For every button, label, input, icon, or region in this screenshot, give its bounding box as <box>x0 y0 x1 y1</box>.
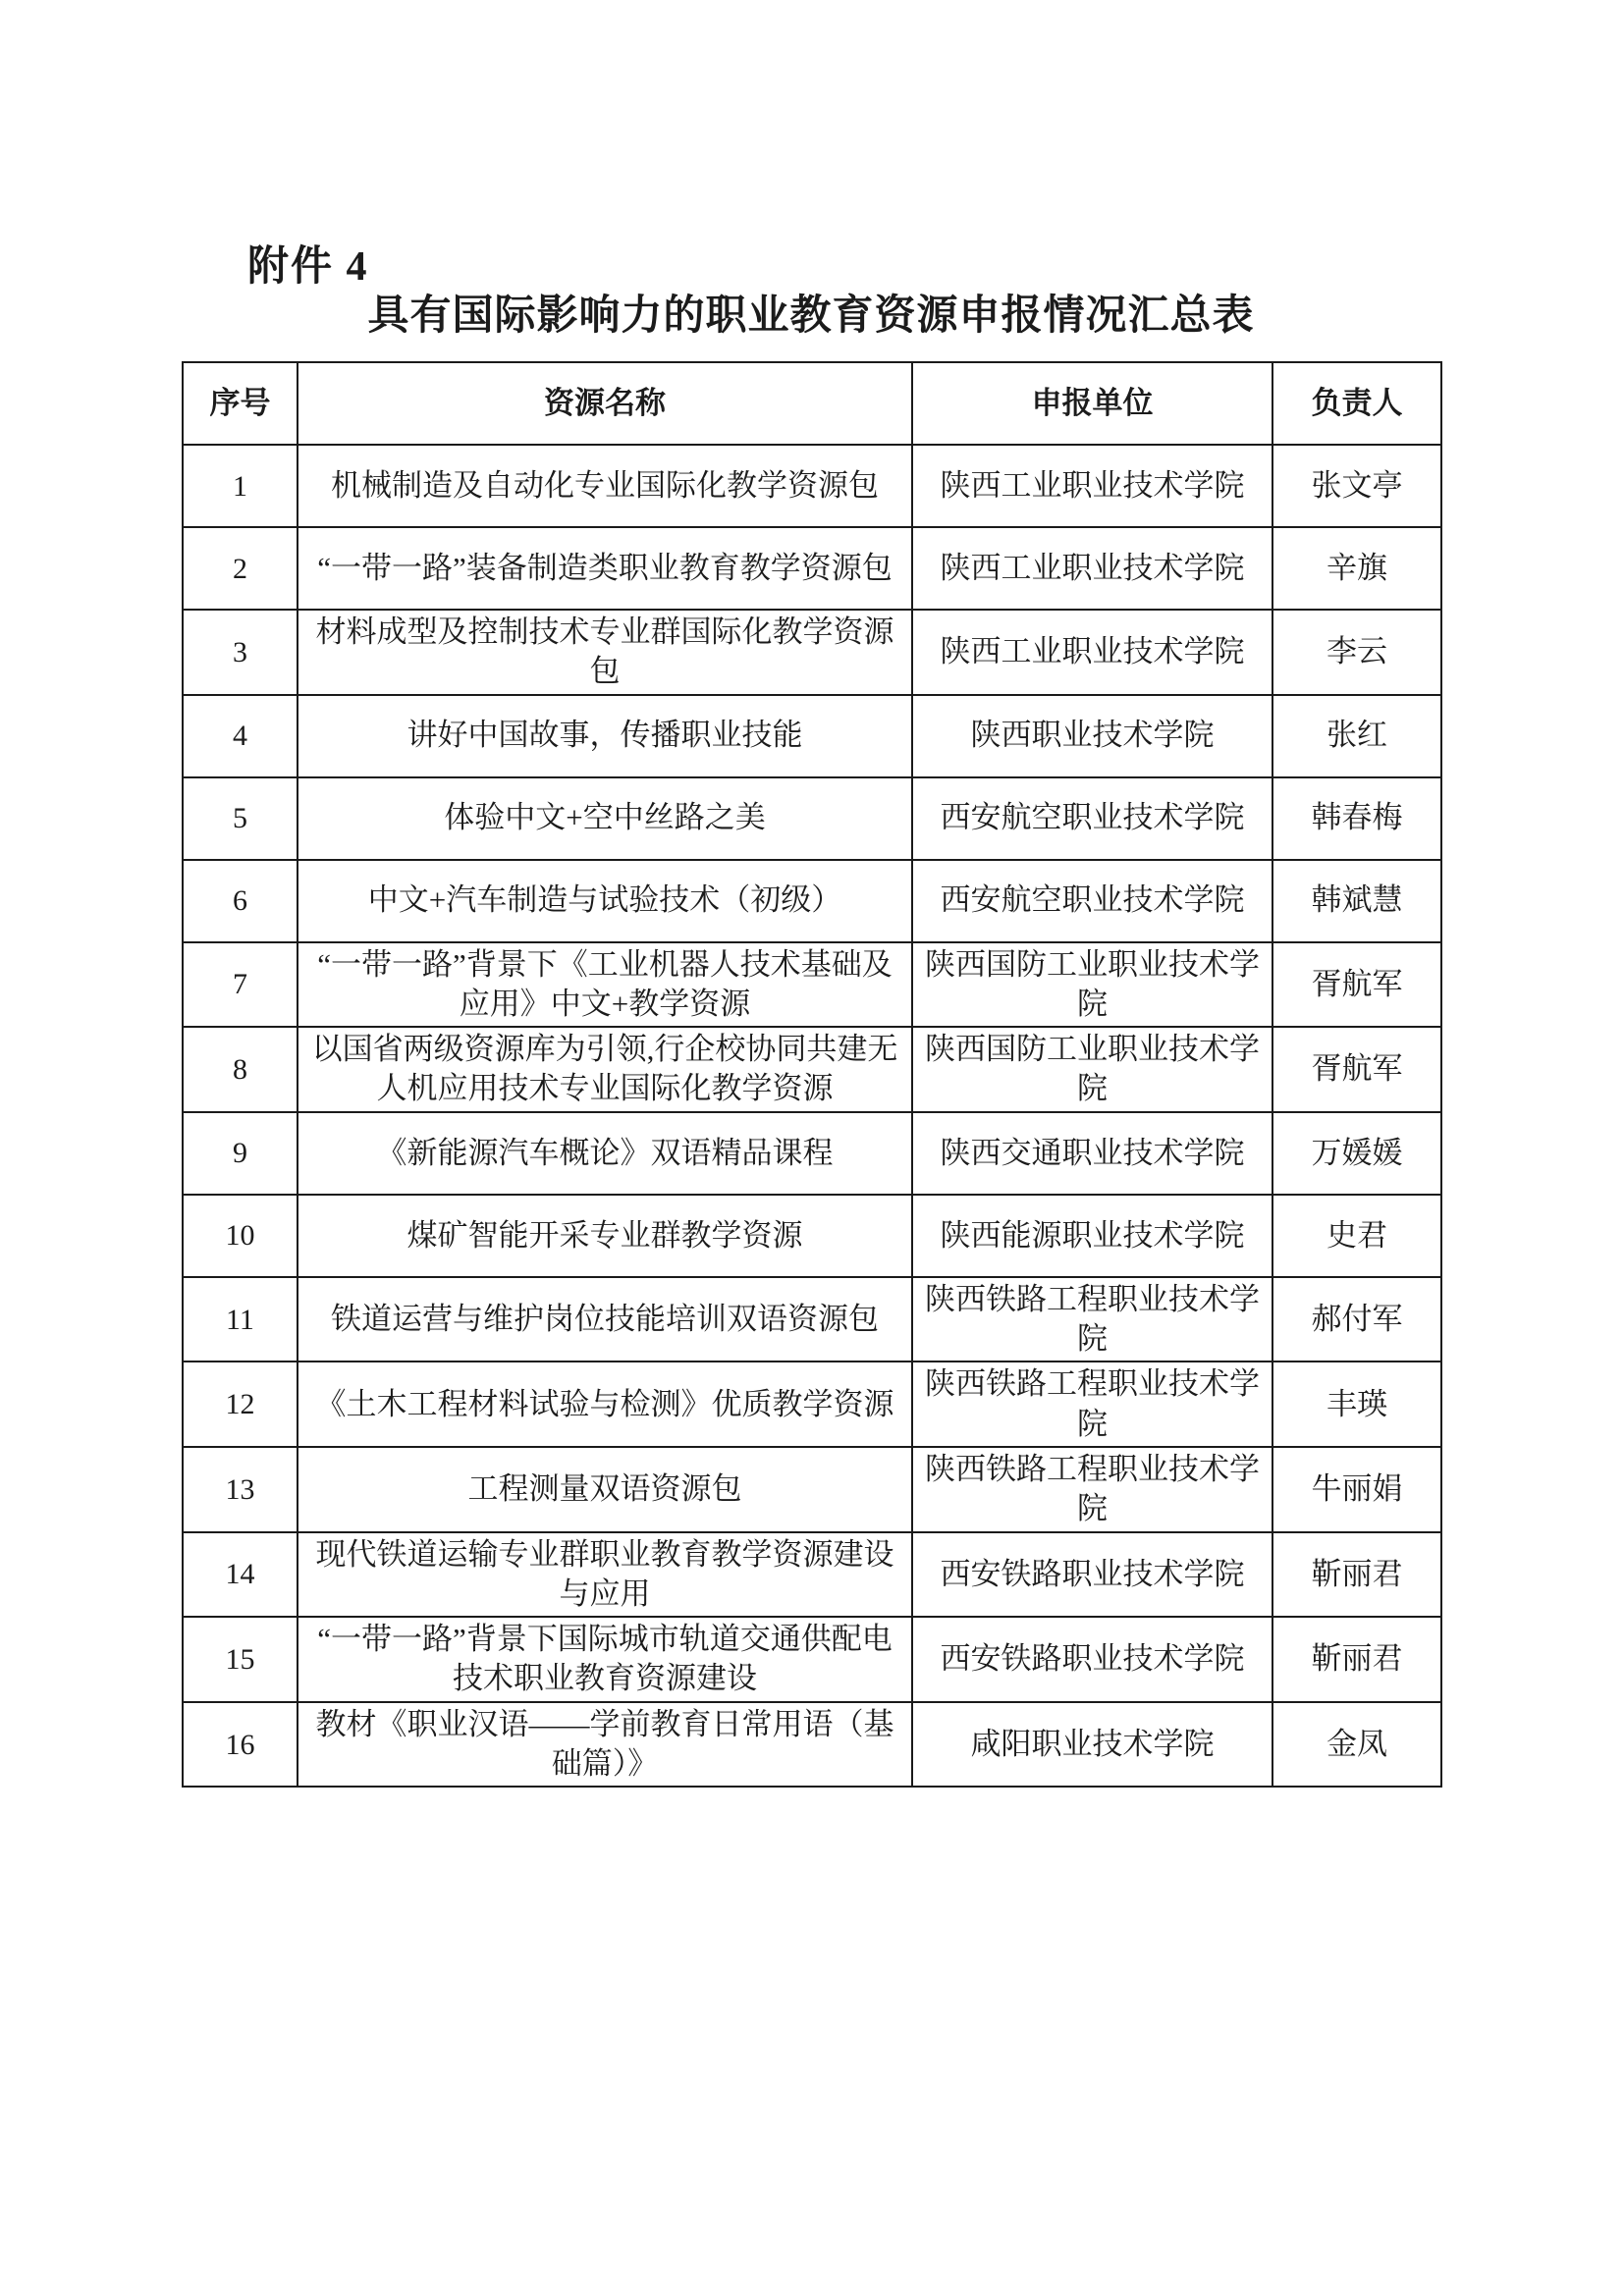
table-row <box>183 1027 1441 1112</box>
cell-unit: 西安铁路职业技术学院 <box>912 1617 1272 1702</box>
cell-person: 张文亭 <box>1272 445 1441 527</box>
table-row <box>183 445 1441 527</box>
table-row <box>183 1195 1441 1277</box>
cell-person: 胥航军 <box>1272 942 1441 1028</box>
cell-resource: 煤矿智能开采专业群教学资源 <box>298 1195 912 1277</box>
cell-person: 牛丽娟 <box>1272 1447 1441 1532</box>
cell-unit: 陕西铁路工程职业技术学院 <box>912 1447 1272 1532</box>
table-row <box>183 1277 1441 1362</box>
cell-no: 13 <box>183 1447 298 1532</box>
cell-unit: 陕西工业职业技术学院 <box>912 445 1272 527</box>
cell-person: 韩春梅 <box>1272 777 1441 860</box>
cell-resource: 铁道运营与维护岗位技能培训双语资源包 <box>298 1277 912 1362</box>
cell-person: 张红 <box>1272 695 1441 777</box>
cell-unit: 陕西交通职业技术学院 <box>912 1112 1272 1195</box>
cell-resource: “一带一路”背景下《工业机器人技术基础及应用》中文+教学资源 <box>298 942 912 1028</box>
cell-resource: 教材《职业汉语——学前教育日常用语（基础篇）》 <box>298 1702 912 1788</box>
cell-unit: 陕西铁路工程职业技术学院 <box>912 1277 1272 1362</box>
cell-no: 4 <box>183 695 298 777</box>
table-row <box>183 942 1441 1028</box>
header-cell-resource: 资源名称 <box>298 362 912 445</box>
table-row <box>183 860 1441 942</box>
cell-no: 9 <box>183 1112 298 1195</box>
cell-no: 7 <box>183 942 298 1028</box>
cell-person: 胥航军 <box>1272 1027 1441 1112</box>
cell-resource: “一带一路”背景下国际城市轨道交通供配电技术职业教育资源建设 <box>298 1617 912 1702</box>
cell-unit: 陕西工业职业技术学院 <box>912 610 1272 695</box>
cell-no: 2 <box>183 527 298 610</box>
cell-no: 10 <box>183 1195 298 1277</box>
cell-unit: 西安航空职业技术学院 <box>912 860 1272 942</box>
cell-unit: 陕西工业职业技术学院 <box>912 527 1272 610</box>
cell-resource: 《土木工程材料试验与检测》优质教学资源 <box>298 1362 912 1447</box>
cell-no: 1 <box>183 445 298 527</box>
table-row <box>183 777 1441 860</box>
cell-resource: 工程测量双语资源包 <box>298 1447 912 1532</box>
cell-unit: 陕西能源职业技术学院 <box>912 1195 1272 1277</box>
cell-person: 韩斌慧 <box>1272 860 1441 942</box>
table-body <box>183 445 1441 1787</box>
cell-no: 12 <box>183 1362 298 1447</box>
header-cell-person: 负责人 <box>1272 362 1441 445</box>
cell-unit: 陕西国防工业职业技术学院 <box>912 942 1272 1028</box>
page-title: 具有国际影响力的职业教育资源申报情况汇总表 <box>367 294 1255 339</box>
cell-unit: 陕西职业技术学院 <box>912 695 1272 777</box>
cell-person: 史君 <box>1272 1195 1441 1277</box>
cell-resource: 《新能源汽车概论》双语精品课程 <box>298 1112 912 1195</box>
cell-person: 金凤 <box>1272 1702 1441 1788</box>
cell-person: 靳丽君 <box>1272 1617 1441 1702</box>
cell-person: 丰瑛 <box>1272 1362 1441 1447</box>
table-row <box>183 527 1441 610</box>
attachment-label: 附件 4 <box>247 244 369 290</box>
cell-no: 6 <box>183 860 298 942</box>
header-cell-no: 序号 <box>183 362 298 445</box>
cell-unit: 咸阳职业技术学院 <box>912 1702 1272 1788</box>
table-row <box>183 1447 1441 1532</box>
cell-no: 3 <box>183 610 298 695</box>
table-row <box>183 695 1441 777</box>
cell-resource: 材料成型及控制技术专业群国际化教学资源包 <box>298 610 912 695</box>
table-row <box>183 1702 1441 1788</box>
cell-unit: 西安航空职业技术学院 <box>912 777 1272 860</box>
table-row <box>183 1112 1441 1195</box>
cell-resource: 机械制造及自动化专业国际化教学资源包 <box>298 445 912 527</box>
table-row <box>183 1617 1441 1702</box>
cell-no: 5 <box>183 777 298 860</box>
cell-unit: 陕西国防工业职业技术学院 <box>912 1027 1272 1112</box>
cell-resource: 讲好中国故事，传播职业技能 <box>298 695 912 777</box>
cell-resource: 体验中文+空中丝路之美 <box>298 777 912 860</box>
cell-no: 14 <box>183 1532 298 1618</box>
cell-person: 郝付军 <box>1272 1277 1441 1362</box>
cell-no: 16 <box>183 1702 298 1788</box>
cell-person: 辛旗 <box>1272 527 1441 610</box>
cell-resource: “一带一路”装备制造类职业教育教学资源包 <box>298 527 912 610</box>
table-row <box>183 610 1441 695</box>
cell-no: 11 <box>183 1277 298 1362</box>
cell-resource: 中文+汽车制造与试验技术（初级） <box>298 860 912 942</box>
cell-person: 李云 <box>1272 610 1441 695</box>
summary-table <box>182 361 1442 1788</box>
cell-resource: 现代铁道运输专业群职业教育教学资源建设与应用 <box>298 1532 912 1618</box>
cell-unit: 陕西铁路工程职业技术学院 <box>912 1362 1272 1447</box>
table-row <box>183 1532 1441 1618</box>
cell-no: 15 <box>183 1617 298 1702</box>
cell-person: 万媛媛 <box>1272 1112 1441 1195</box>
cell-person: 靳丽君 <box>1272 1532 1441 1618</box>
cell-resource: 以国省两级资源库为引领,行企校协同共建无人机应用技术专业国际化教学资源 <box>298 1027 912 1112</box>
table-header-row <box>183 362 1441 445</box>
cell-unit: 西安铁路职业技术学院 <box>912 1532 1272 1618</box>
table-row <box>183 1362 1441 1447</box>
cell-no: 8 <box>183 1027 298 1112</box>
header-cell-unit: 申报单位 <box>912 362 1272 445</box>
